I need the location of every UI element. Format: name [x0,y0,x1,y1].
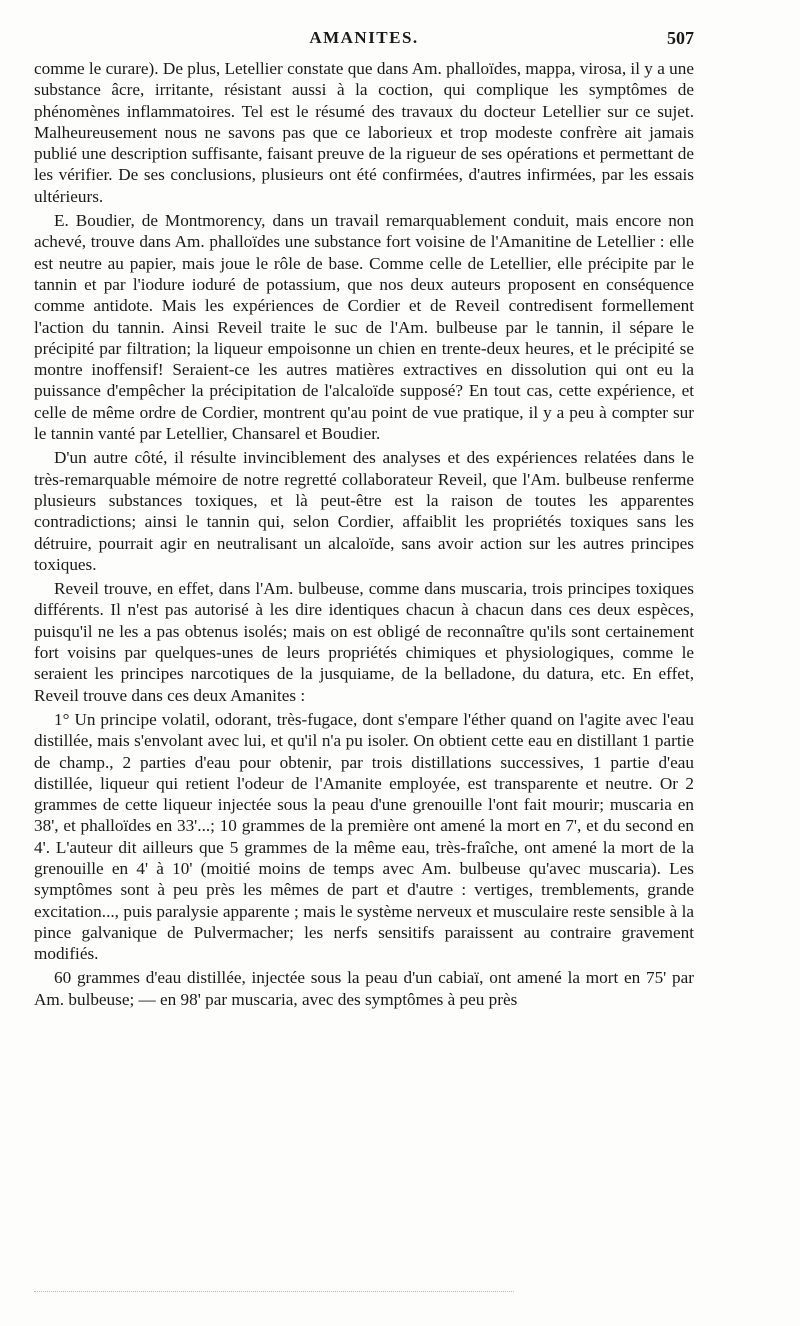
paragraph-cabiai: 60 grammes d'eau distillée, injectée sous la peau d'un cabiaï, ont amené la mort en 75' par Am. bulbeuse; — en 98' par muscaria, avec des symptômes à peu près [34,968,694,1009]
paragraph-continued: comme le curare). De plus, Letellier constate que dans Am. phalloïdes, mappa, virosa, il y a une substance âcre, irritante, résistant aussi à la coction, qui complique les symptômes de phénomènes inflammatoires. Tel est le résumé des travaux du docteur Letellier sur ce sujet. Malheureusement nous ne savons pas que ce laborieux et trop modeste confrère ait jamais publié une description suffisante, faisant preuve de la rigueur de ses opérations et permettant de les vérifier. De ses conclusions, plusieurs ont été confirmées, d'autres infirmées, par les essais ultérieurs. [34,59,694,206]
running-title: AMANITES. [309,28,419,47]
body-text [34,58,694,1013]
paragraph-trois-principes: Reveil trouve, en effet, dans l'Am. bulbeuse, comme dans muscaria, trois principes toxiques différents. Il n'est pas autorisé à les dire identiques chacun à chacun dans ces deux espèces, puisqu'il ne les a pas obtenus isolés; mais on est obligé de reconnaître qu'ils sont certainement fort voisins par quelques-unes de leurs propriétés chimiques et physiologiques, comme le seraient les principes narcotiques de la jusquiame, de la belladone, du datura, etc. En effet, Reveil trouve dans ces deux Amanites : [34,579,694,705]
footer-rule [34,1291,514,1292]
running-head [34,28,694,52]
paragraph-reveil-memoire: D'un autre côté, il résulte invinciblement des analyses et des expériences relatées dans le très-remarquable mémoire de notre regretté collaborateur Reveil, que l'Am. bulbeuse renferme plusieurs substances toxiques, et là peut-être est la raison de toutes les apparentes contradictions; ainsi le tannin qui, selon Cordier, affaiblit les propriétés toxiques sans les détruire, pourrait agir en neutralisant un alcaloïde, sans avoir action sur les autres principes toxiques. [34,448,694,574]
page-number: 507 [667,28,694,48]
paragraph-boudier: E. Boudier, de Montmorency, dans un travail remarquablement conduit, mais encore non achevé, trouve dans Am. phalloïdes une substance fort voisine de l'Amanitine de Letellier : elle est neutre au papier, mais joue le rôle de base. Comme celle de Letellier, elle précipite par le tannin et par l'iodure ioduré de potassium, que nos deux auteurs proposent en conséquence comme antidote. Mais les expériences de Cordier et de Reveil contredisent formellement l'action du tannin. Ainsi Reveil traite le suc de l'Am. bulbeuse par le tannin, il sépare le précipité par filtration; la liqueur empoisonne un chien en trente-deux heures, et le précipité se montre inoffensif! Seraient-ce les autres matières extractives en dissolution qui ont eu la puissance d'empêcher la précipitation de l'alcaloïde supposé? En tout cas, cette expérience, et celle de même ordre de Cordier, montrent qu'au point de vue pratique, il y a peu à compter sur le tannin vanté par Letellier, Chansarel et Boudier. [34,211,694,444]
paragraph-principe-volatil: 1° Un principe volatil, odorant, très-fugace, dont s'empare l'éther quand on l'agite avec l'eau distillée, mais s'envolant avec lui, et qu'il n'a pu isoler. On obtient cette eau en distillant 1 partie de champ., 2 parties d'eau pour obtenir, par trois distillations successives, 1 partie d'eau distillée, liqueur qui retient l'odeur de l'Amanite employée, est transparente et neutre. Or 2 grammes de cette liqueur injectée sous la peau d'une grenouille l'ont fait mourir; muscaria en 38', et phalloïdes en 33'...; 10 grammes de la première ont amené la mort en 7', et du second en 4'. L'auteur dit ailleurs que 5 grammes de la même eau, très-fraîche, ont amené la mort de la grenouille en 4' à 10' (moitié moins de temps avec Am. bulbeuse qu'avec muscaria). Les symptômes sont à peu près les mêmes de part et d'autre : vertiges, tremblements, grande excitation..., puis paralysie apparente ; mais le système nerveux et musculaire reste sensible à la pince galvanique de Pulvermacher; les nerfs sensitifs paraissent au contraire gravement modifiés. [34,709,694,964]
